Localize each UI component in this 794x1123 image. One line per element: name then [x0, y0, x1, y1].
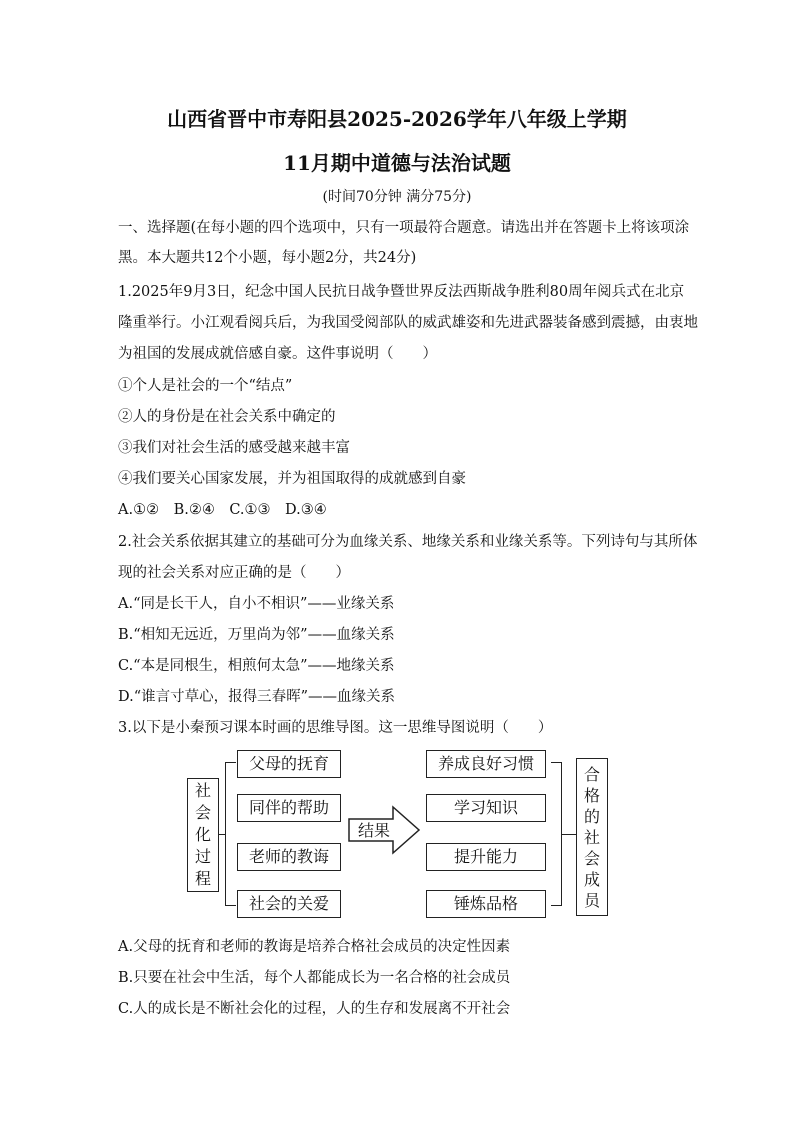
diagram-right-label: [576, 758, 608, 916]
q3-option-c: C.人的成长是不断社会化的过程，人的生存和发展离不开社会: [118, 1001, 511, 1017]
right-label-char: 成: [583, 869, 600, 889]
outcome-box: 养成良好习惯: [426, 750, 546, 778]
factor-box: 社会的关爱: [237, 890, 341, 918]
q2-option-a: A.“同是长干人，自小不相识”——业缘关系: [118, 596, 395, 612]
right-bracket: [551, 762, 562, 906]
left-label-char: 程: [194, 869, 211, 888]
right-label-char: 社: [583, 827, 600, 847]
diagram-left-label: [187, 778, 219, 892]
left-bracket: [225, 762, 236, 906]
q1-stem-line2: 隆重举行。小江观看阅兵后，为我国受阅部队的威武雄姿和先进武器装备感到震撼，由衷地: [118, 315, 698, 331]
right-label-char: 员: [583, 890, 600, 910]
left-label-char: 社: [194, 781, 211, 800]
q1-statement-1: ①个人是社会的一个“结点”: [118, 378, 293, 394]
q3-stem: 3.以下是小秦预习课本时画的思维导图。这一思维导图说明（ ）: [118, 720, 553, 736]
right-label-char: 的: [583, 806, 600, 826]
q2-option-d: D.“谁言寸草心，报得三春晖”——血缘关系: [118, 689, 396, 705]
left-label-char: 会: [194, 803, 211, 822]
q3-option-b: B.只要在社会中生活，每个人都能成长为一名合格的社会成员: [118, 970, 511, 986]
q1-statement-3: ③我们对社会生活的感受越来越丰富: [118, 440, 350, 456]
arrow-label: 结果: [357, 821, 390, 840]
q1-statement-2: ②人的身份是在社会关系中确定的: [118, 409, 336, 425]
exam-time-score: (时间70分钟 满分75分): [322, 189, 472, 205]
right-label-char: 格: [583, 785, 600, 805]
q1-options: A.①② B.②④ C.①③ D.③④: [118, 502, 327, 518]
factor-box: 同伴的帮助: [237, 794, 341, 822]
q2-option-b: B.“相知无远近，万里尚为邻”——血缘关系: [118, 627, 395, 643]
factor-box: 父母的抚育: [237, 750, 341, 778]
q1-stem-line1: 1.2025年9月3日，纪念中国人民抗日战争暨世界反法西斯战争胜利80周年阅兵式在北京: [118, 284, 685, 300]
left-label-char: 过: [194, 847, 211, 866]
q2-stem-line1: 2.社会关系依据其建立的基础可分为血缘关系、地缘关系和业缘关系等。下列诗句与其所体: [118, 534, 698, 550]
factor-box: 老师的教诲: [237, 843, 341, 871]
q1-statement-4: ④我们要关心国家发展，并为祖国取得的成就感到自豪: [118, 471, 466, 487]
exam-title-line2: 11月期中道德与法治试题: [283, 151, 511, 175]
outcome-box: 学习知识: [426, 794, 546, 822]
mind-map-diagram: [187, 748, 607, 920]
q2-option-c: C.“本是同根生，相煎何太急”——地缘关系: [118, 658, 395, 674]
left-bracket-stem: [219, 834, 225, 835]
q1-stem-line3: 为祖国的发展成就倍感自豪。这件事说明（ ）: [118, 346, 437, 362]
section1-instructions-line2: 黑。本大题共12个小题，每小题2分，共24分): [118, 250, 417, 266]
outcome-box: 提升能力: [426, 843, 546, 871]
q3-option-a: A.父母的抚育和老师的教诲是培养合格社会成员的决定性因素: [118, 939, 511, 955]
exam-title-line1: 山西省晋中市寿阳县2025-2026学年八年级上学期: [167, 107, 627, 131]
outcome-box: 锤炼品格: [426, 890, 546, 918]
right-label-char: 合: [583, 764, 600, 784]
right-label-char: 会: [583, 848, 600, 868]
q2-stem-line2: 现的社会关系对应正确的是（ ）: [118, 565, 350, 581]
section1-instructions-line1: 一、选择题(在每小题的四个选项中，只有一项最符合题意。请选出并在答题卡上将该项涂: [118, 220, 690, 236]
left-label-char: 化: [194, 825, 211, 844]
